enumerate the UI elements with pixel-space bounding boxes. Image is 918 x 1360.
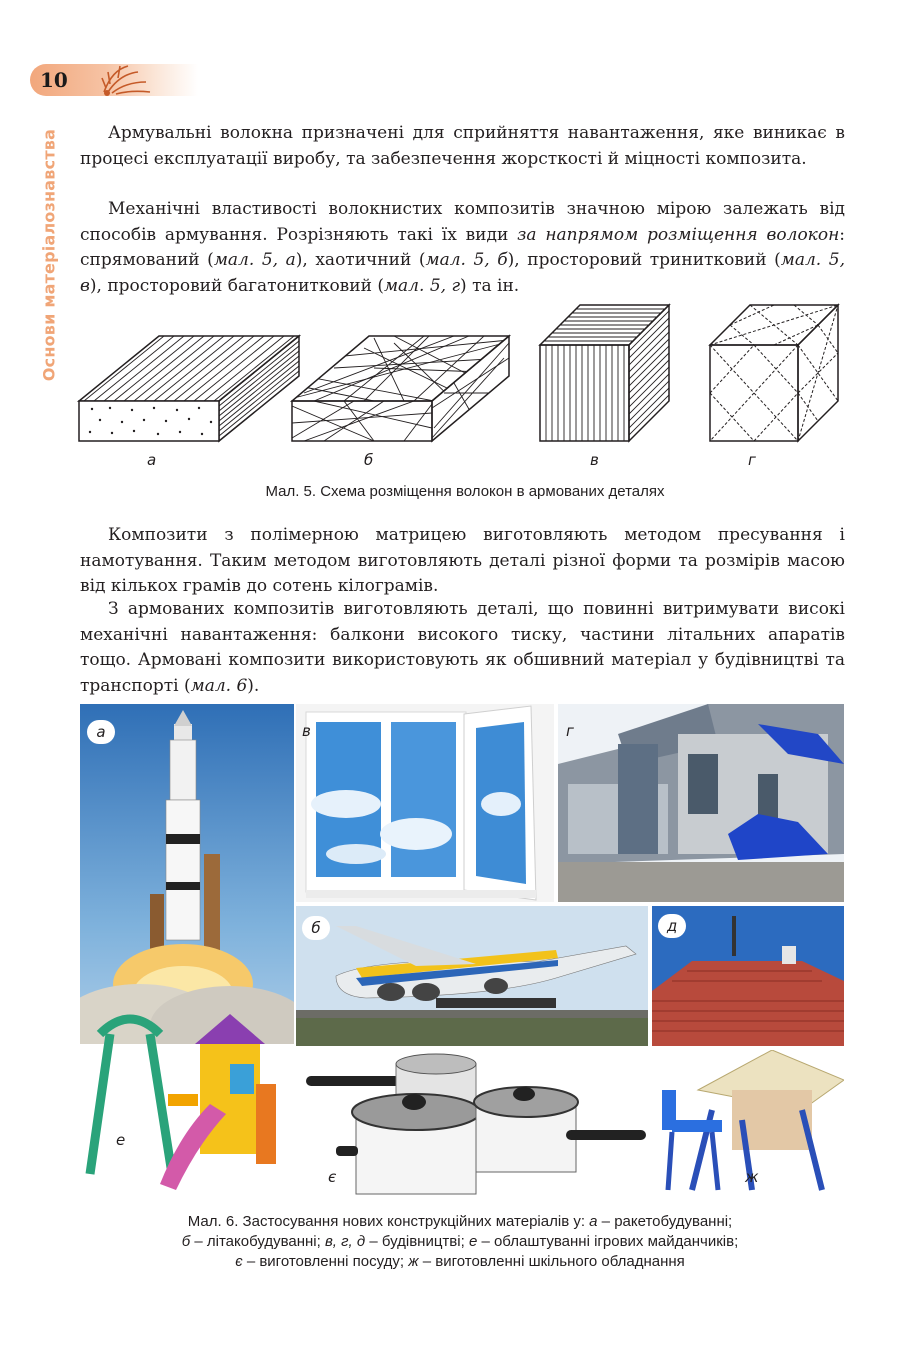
cap-text: – облаштуванні ігрових майданчиків; — [477, 1233, 739, 1250]
fig6-caption-line-2 — [60, 1232, 860, 1252]
paragraph-1: Армувальні волокна призначені для сприйняття навантаження, яке виникає в процесі експлуатації виробу, та забезпечення жорсткості й міцності композита. — [80, 123, 845, 169]
p2-ref-b: мал. 5, б — [425, 250, 508, 270]
cap-italic: в, г, д — [324, 1233, 366, 1250]
p2-text-3: ), хаотичний ( — [295, 250, 426, 270]
p4-ref-fig6: мал. 6 — [190, 675, 248, 696]
cap-italic: е — [468, 1233, 478, 1250]
scheme-a-directional — [74, 336, 299, 441]
cap-italic: б — [181, 1233, 191, 1250]
p2-ref-v: мал. 5, в — [80, 250, 845, 296]
cap-text: – ракетобудуванні; — [597, 1213, 733, 1230]
photo-label-d: д — [658, 914, 686, 938]
paragraph-4 — [80, 597, 845, 699]
p2-text-5: ), просторовий багатонитковий ( — [89, 275, 384, 296]
fig5-label-a: а — [147, 451, 157, 469]
photo-airplane — [296, 906, 648, 1046]
scheme-g-multi-thread — [710, 305, 838, 441]
figure-6-caption — [60, 1212, 860, 1272]
p2-text-1: Механічні властивості волокнистих композитів значною мірою залежать від способів армування. Розрізняють такі їх види — [80, 199, 845, 245]
p2-text-4: ), просторовий тринитковий ( — [507, 250, 781, 270]
fig6-caption-line-3 — [60, 1252, 860, 1272]
flower-ornament-icon — [98, 60, 154, 98]
fig6-caption-line-1 — [60, 1212, 860, 1232]
page-number: 10 — [40, 68, 68, 92]
p2-italic-1: за напрямом розміщення волокон — [517, 224, 840, 245]
cap-italic: ж — [408, 1253, 419, 1270]
paragraph-2 — [80, 197, 845, 299]
p2-text-2: : спрямований ( — [80, 224, 845, 270]
cap-italic: є — [235, 1253, 243, 1270]
photo-label-ye: є — [328, 1168, 337, 1186]
photo-window — [296, 704, 554, 902]
scheme-b-chaotic — [292, 336, 509, 441]
p4-text-1: З армованих композитів виготовляють деталі, що повинні витримувати високі механічні навантаження: балкони високого тиску, частини літальних апаратів тощо. Армовані композити використовують як обшивний матеріал у будівництві та транспорті ( — [80, 599, 845, 696]
fig5-label-b: б — [364, 451, 374, 469]
photo-label-zh: ж — [745, 1168, 759, 1186]
cap-text: – будівництві; — [365, 1233, 469, 1250]
fig5-label-v: в — [590, 451, 599, 469]
photo-label-a: а — [87, 720, 115, 744]
section-side-title — [34, 120, 64, 390]
photo-building — [558, 704, 844, 902]
cap-text: – виготовленні шкільного обладнання — [418, 1253, 685, 1270]
photo-label-b: б — [302, 916, 330, 940]
scheme-v-three-thread — [514, 305, 694, 441]
photo-cookware — [296, 1050, 648, 1200]
side-title-text: Основи матеріалознавства — [39, 128, 59, 382]
cap-italic: а — [589, 1213, 598, 1230]
p2-text-6: ) та ін. — [460, 275, 520, 296]
paragraph-3: Композити з полімерною матрицею виготовляють методом пресування і намотування. Таким методом виготовляють деталі різної форми та розмірів масою від кількох грамів до сотень кілограмів. — [80, 525, 845, 596]
figure-5-caption: Мал. 5. Схема розміщення волокон в армованих деталях — [265, 483, 665, 500]
photo-rocket — [80, 704, 294, 1200]
photo-label-v: в — [302, 722, 311, 740]
p2-ref-a: мал. 5, а — [213, 250, 296, 270]
p4-text-2: ). — [247, 675, 260, 696]
p2-ref-g: мал. 5, г — [383, 275, 461, 296]
figure-5-fiber-schemes — [74, 298, 854, 448]
fig5-label-g: г — [748, 451, 756, 469]
photo-label-g: г — [566, 722, 574, 740]
cap-text: Мал. 6. Застосування нових конструкційних матеріалів у: — [187, 1213, 590, 1230]
cap-text: – виготовленні посуду; — [242, 1253, 409, 1270]
photo-label-e: е — [116, 1131, 126, 1149]
cap-text: – літакобудуванні; — [190, 1233, 325, 1250]
